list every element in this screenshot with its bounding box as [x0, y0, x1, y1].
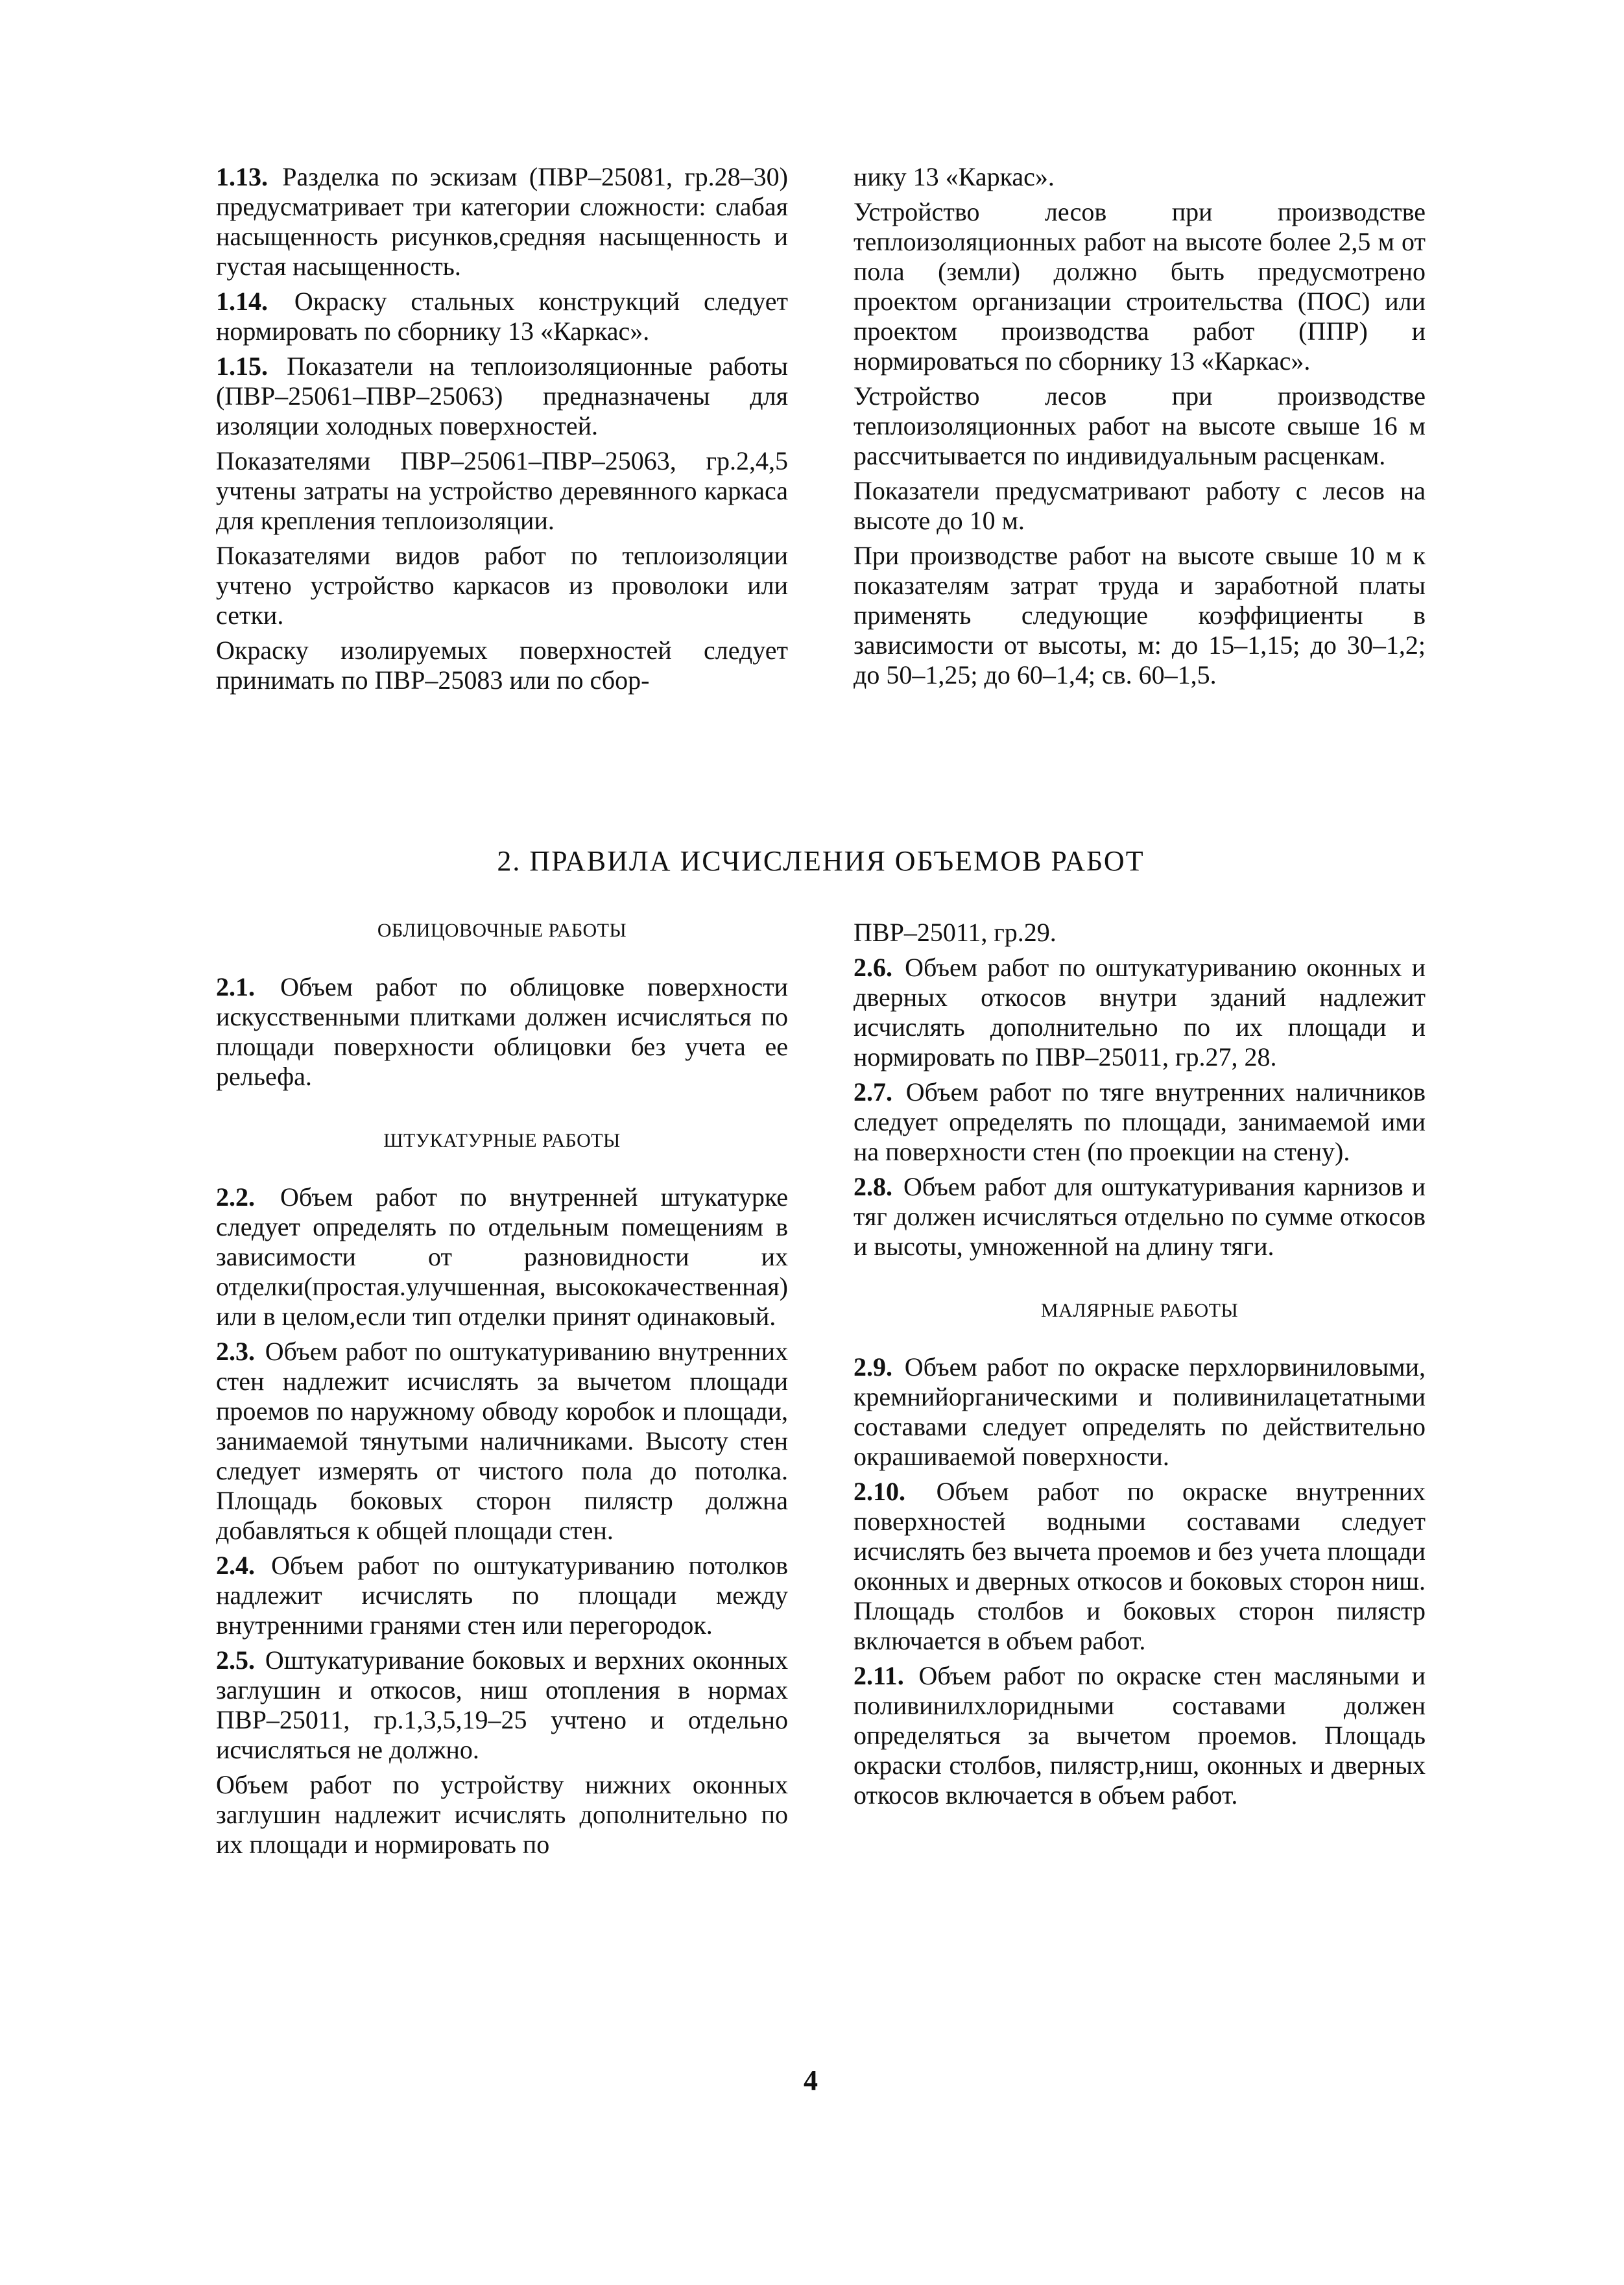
- section-heading: 2. ПРАВИЛА ИСЧИСЛЕНИЯ ОБЪЕМОВ РАБОТ: [497, 845, 1145, 877]
- paragraph-2-3: 2.3. Объем работ по оштукатуриванию внутренних стен надлежит исчислять за вычетом площади проемов по наружному обводу коробок и площади, занимаемой тянутыми наличниками. Высоту стен следует измерять от чистого пола до потолка. Площадь боковых сторон пилястр должна добавляться к общей площади стен.: [216, 1337, 788, 1545]
- paragraph-2-1: 2.1. Объем работ по облицовке поверхности искусственными плитками должен исчисляться по площади поверхности облицовки без учета ее рельефа.: [216, 972, 788, 1091]
- paragraph-2-6: 2.6. Объем работ по оштукатуриванию оконных и дверных откосов внутри зданий надлежит исчислять дополнительно по их площади и нормировать по ПВР–25011, гр.27, 28.: [854, 953, 1426, 1071]
- subheading-cladding: ОБЛИЦОВОЧНЫЕ РАБОТЫ: [377, 920, 627, 941]
- paragraph-1-13: 1.13. Разделка по эскизам (ПВР–25081, гр.28–30) предусматривает три категории сложности: слабая насыщенность рисунков,средняя насыщенность и густая насыщенность.: [216, 162, 789, 281]
- paragraph-coefficients: При производстве работ на высоте свыше 10 м к показателям затрат труда и заработной платы применять следующие коэффициенты в зависимости от высоты, м: до 15–1,15; до 30–1,2; до 50–1,25; до 60–1,4; св. 60–1,5.: [854, 541, 1426, 689]
- paragraph-2-7: 2.7. Объем работ по тяге внутренних наличников следует определять по площади, занимаемой ими на поверхности стен (по проекции на стену).: [854, 1077, 1426, 1166]
- paragraph-2-10: 2.10. Объем работ по окраске внутренних поверхностей водными составами следует исчислять без вычета проемов и без учета площади оконных и дверных откосов и боковых сторон ниш. Площадь столбов и боковых сторон пилястр включается в объем работ.: [854, 1477, 1426, 1655]
- column-bottom-left: [216, 918, 788, 1860]
- paragraph-2-5: 2.5. Оштукатуривание боковых и верхних оконных заглушин и откосов, ниш отопления в нормах ПВР–25011, гр.1,3,5,19–25 учтено и отдельно исчисляться не должно.: [216, 1645, 788, 1764]
- column-top-right: [854, 162, 1426, 695]
- paragraph-scaffolding-16m: Устройство лесов при производстве теплоизоляционных работ на высоте свыше 16 м рассчитывается по индивидуальным расценкам.: [854, 381, 1426, 470]
- subheading-plastering: ШТУКАТУРНЫЕ РАБОТЫ: [383, 1130, 621, 1151]
- paragraph-scaffolding-2-5m: Устройство лесов при производстве теплоизоляционных работ на высоте более 2,5 м от пола (земли) должно быть предусмотрено проектом организации строительства (ПОС) или проектом производства работ (ППР) и нормироваться по сборнику 13 «Каркас».: [854, 197, 1426, 376]
- paragraph-2-5-lower-sills: Объем работ по устройству нижних оконных заглушин надлежит исчислять дополнительно по их площади и нормировать по: [216, 1770, 788, 1859]
- paragraph-2-2: 2.2. Объем работ по внутренней штукатурке следует определять по отдельным помещениям в зависимости от разновидности их отделки(простая.улучшенная, высококачественная) или в целом,если тип отделки принят одинаковый.: [216, 1182, 789, 1331]
- paragraph-2-9: 2.9. Объем работ по окраске перхлорвиниловыми, кремнийорганическими и поливинилацетатными составами следует определять по действительно окрашиваемой поверхности.: [854, 1352, 1426, 1471]
- paragraph-2-8: 2.8. Объем работ для оштукатуривания карнизов и тяг должен исчисляться отдельно по сумме откосов и высоты, умноженной на длину тяги.: [854, 1172, 1426, 1261]
- paragraph-1-14: 1.14. Окраску стальных конструкций следует нормировать по сборнику 13 «Каркас».: [216, 287, 789, 346]
- subheading-painting: МАЛЯРНЫЕ РАБОТЫ: [1040, 1300, 1239, 1321]
- paragraph-continuation: нику 13 «Каркас».: [854, 162, 1055, 191]
- paragraph-painting-insulated: Окраску изолируемых поверхностей следует принимать по ПВР–25083 или по сбор-: [216, 636, 788, 695]
- column-top-left: [216, 162, 788, 695]
- paragraph-frame-wire: Показателями видов работ по теплоизоляции учтено устройство каркасов из проволоки или сетки.: [216, 541, 788, 630]
- paragraph-1-15: 1.15. Показатели на теплоизоляционные работы (ПВР–25061–ПВР–25063) предназначены для изоляции холодных поверхностей.: [216, 352, 789, 440]
- paragraph-2-11: 2.11. Объем работ по окраске стен масляными и поливинилхлоридными составами должен определяться за вычетом проемов. Площадь окраски столбов, пилястр,ниш, оконных и дверных откосов включается в объем работ.: [854, 1661, 1426, 1810]
- paragraph-frame-wood: Показателями ПВР–25061–ПВР–25063, гр.2,4,5 учтены затраты на устройство деревянного каркаса для крепления теплоизоляции.: [216, 446, 788, 535]
- paragraph-2-4: 2.4. Объем работ по оштукатуриванию потолков надлежит исчислять по площади между внутренними гранями стен или перегородок.: [216, 1551, 789, 1640]
- page-number: 4: [804, 2064, 818, 2096]
- column-bottom-right: [854, 918, 1426, 1815]
- paragraph-continuation-bottom: ПВР–25011, гр.29.: [854, 918, 1057, 947]
- paragraph-height-10m: Показатели предусматривают работу с лесов на высоте до 10 м.: [854, 476, 1426, 535]
